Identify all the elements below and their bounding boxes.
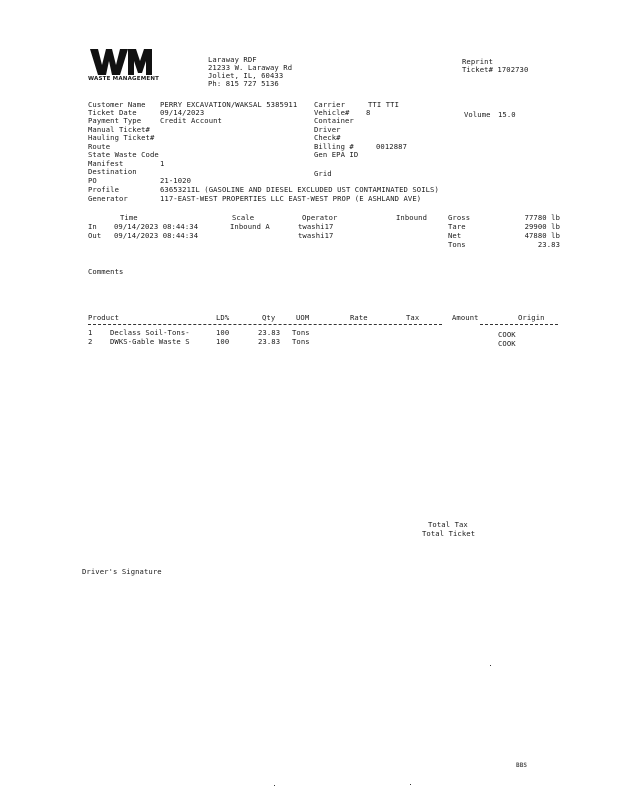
carrier-label: Carrier <box>314 100 345 109</box>
product-row-1-qty: 23.83 <box>258 328 281 337</box>
gross-label: Gross <box>448 213 471 222</box>
billing-label: Billing # <box>314 142 354 151</box>
payment-type-label: Payment Type <box>88 116 142 125</box>
product-row-2-qty: 23.83 <box>258 337 281 346</box>
waste-management-logo <box>88 47 168 83</box>
generator-label: Generator <box>88 194 128 203</box>
volume-value: 15.0 <box>498 110 516 119</box>
profile-value: 6365321IL (GASOLINE AND DIESEL EXCLUDED UST CONTAMINATED SOILS) <box>160 185 439 194</box>
in-scale: Inbound A <box>230 222 270 231</box>
product-row-1-name: Declass Soil-Tons- <box>110 328 190 337</box>
address-line-4: Ph: 815 727 5136 <box>208 79 279 88</box>
check-label: Check# <box>314 133 341 142</box>
state-waste-code-label: State Waste Code <box>88 150 159 159</box>
net-value: 47880 lb <box>524 231 560 240</box>
ticket-number: Ticket# 1702730 <box>462 65 529 74</box>
vehicle-value: 8 <box>366 108 371 117</box>
address-line-3: Joliet, IL, 60433 <box>208 71 284 80</box>
manifest-value: 1 <box>160 159 165 168</box>
hauling-ticket-label: Hauling Ticket# <box>88 133 155 142</box>
in-label: In <box>88 222 97 231</box>
grid-label: Grid <box>314 169 332 178</box>
gen-epa-id-label: Gen EPA ID <box>314 150 359 159</box>
in-operator: twashi17 <box>298 222 334 231</box>
total-tax-label: Total Tax <box>428 520 468 529</box>
comments-label: Comments <box>88 267 124 276</box>
manual-ticket-label: Manual Ticket# <box>88 125 150 134</box>
time-header: Time <box>120 213 138 222</box>
ticket-date-label: Ticket Date <box>88 108 137 117</box>
vehicle-label: Vehicle# <box>314 108 350 117</box>
scan-speck <box>490 665 491 666</box>
logo-brand-text: WASTE MANAGEMENT <box>88 76 160 82</box>
scale-header: Scale <box>232 213 255 222</box>
scan-speck <box>410 784 411 785</box>
address-line-1: Laraway RDF <box>208 55 257 64</box>
inbound-header: Inbound <box>396 213 427 222</box>
product-row-2-ld: 100 <box>216 337 230 346</box>
net-label: Net <box>448 231 462 240</box>
ticket-type: Reprint <box>462 57 493 66</box>
generator-value: 117-EAST-WEST PROPERTIES LLC EAST-WEST PROP (E ASHLAND AVE) <box>160 194 422 203</box>
out-label: Out <box>88 231 102 240</box>
origin-header-rule <box>480 324 558 325</box>
product-row-1-ld: 100 <box>216 328 230 337</box>
product-row-1-origin: COOK <box>498 330 516 339</box>
wm-logo-icon <box>88 47 168 77</box>
product-row-1-uom: Tons <box>292 328 310 337</box>
product-row-2-origin: COOK <box>498 339 516 348</box>
customer-name-value: PERRY EXCAVATION/WAKSAL 5385911 <box>160 100 298 109</box>
origin-header: Origin <box>518 313 545 322</box>
billing-value: 0012887 <box>376 142 407 151</box>
qty-header: Qty <box>262 313 276 322</box>
tax-header: Tax <box>406 313 420 322</box>
product-row-2-uom: Tons <box>292 337 310 346</box>
carrier-value: TTI TTI <box>368 100 399 109</box>
destination-label: Destination <box>88 167 137 176</box>
po-label: PO <box>88 176 97 185</box>
route-label: Route <box>88 142 111 151</box>
profile-label: Profile <box>88 185 119 194</box>
scan-speck <box>274 785 275 786</box>
amount-header: Amount <box>452 313 479 322</box>
product-row-2-num: 2 <box>88 337 93 346</box>
gross-value: 77780 lb <box>524 213 560 222</box>
products-header-rule <box>88 324 442 325</box>
out-operator: twashi17 <box>298 231 334 240</box>
tons-value: 23.83 <box>537 240 560 249</box>
rate-header: Rate <box>350 313 368 322</box>
tare-label: Tare <box>448 222 466 231</box>
ld-header: LD% <box>216 313 230 322</box>
out-time: 09/14/2023 08:44:34 <box>114 231 199 240</box>
drivers-signature-label: Driver's Signature <box>82 567 162 576</box>
container-label: Container <box>314 116 354 125</box>
product-row-2-name: DWKS-Gable Waste S <box>110 337 190 346</box>
customer-name-label: Customer Name <box>88 100 146 109</box>
address-line-2: 21233 W. Laraway Rd <box>208 63 293 72</box>
driver-label: Driver <box>314 125 341 134</box>
footer-mark: BBS <box>516 762 528 769</box>
in-time: 09/14/2023 08:44:34 <box>114 222 199 231</box>
operator-header: Operator <box>302 213 338 222</box>
tare-value: 29900 lb <box>524 222 560 231</box>
product-header: Product <box>88 313 119 322</box>
product-row-1-num: 1 <box>88 328 93 337</box>
po-value: 21-1020 <box>160 176 191 185</box>
tons-label: Tons <box>448 240 466 249</box>
volume-label: Volume <box>464 110 491 119</box>
ticket-date-value: 09/14/2023 <box>160 108 205 117</box>
payment-type-value: Credit Account <box>160 116 222 125</box>
uom-header: UOM <box>296 313 310 322</box>
total-ticket-label: Total Ticket <box>422 529 476 538</box>
manifest-label: Manifest <box>88 159 124 168</box>
